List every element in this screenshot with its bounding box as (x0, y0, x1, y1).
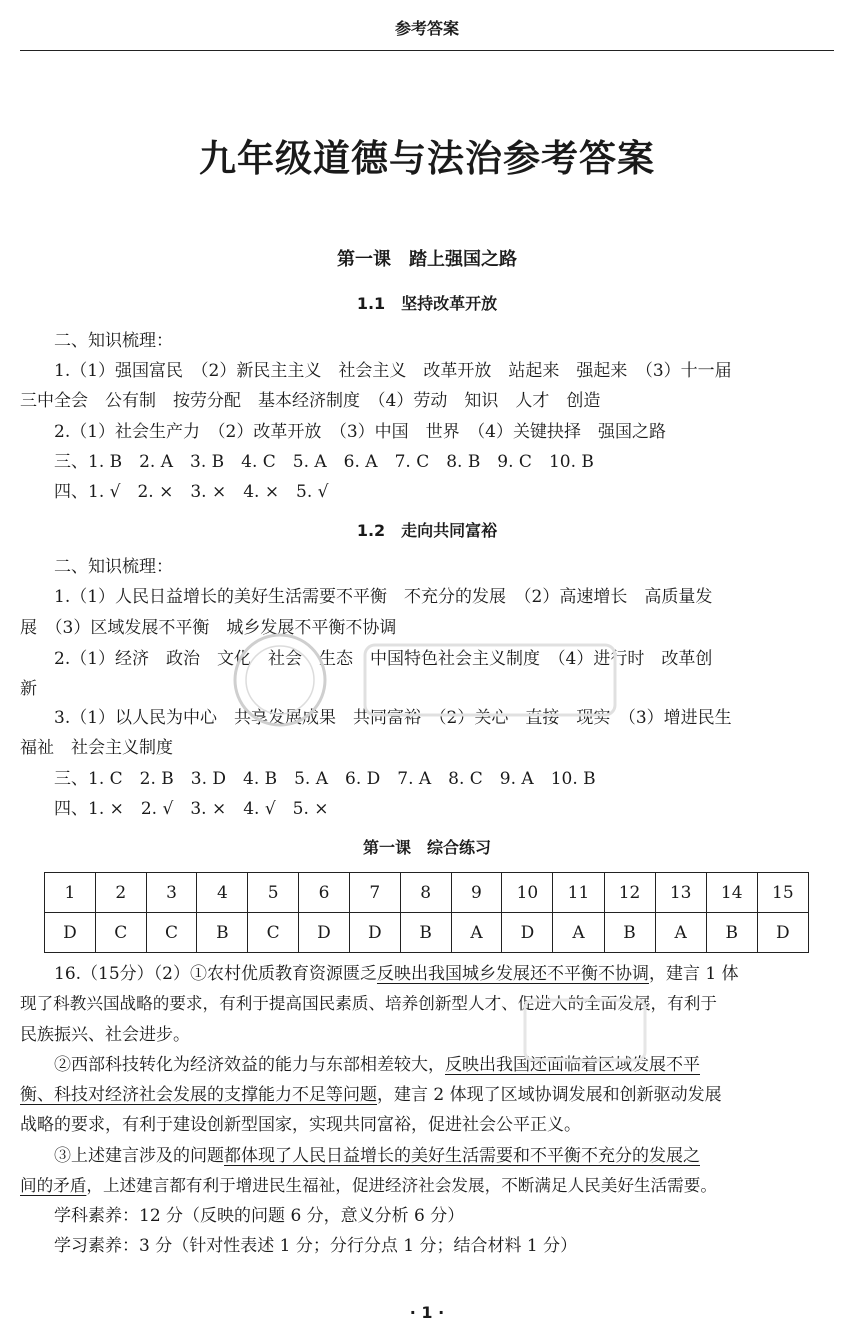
s12-judge-answers: 四、1. × 2. √ 3. × 4. √ 5. × (54, 799, 329, 819)
page-header: 参考答案 (20, 14, 834, 51)
table-cell: B (706, 913, 757, 953)
table-cell: C (248, 913, 299, 953)
table-cell: 3 (146, 873, 197, 913)
q16-score-subject: 学科素养：12 分（反映的问题 6 分，意义分析 6 分） (54, 1206, 465, 1226)
q16-score-learning: 学习素养：3 分（针对性表述 1 分；分行分点 1 分；结合材料 1 分） (54, 1236, 578, 1256)
table-cell: D (45, 913, 96, 953)
table-cell: D (757, 913, 808, 953)
q16-text: ，建言 2 体现了区域协调发展和创新驱动发展 (377, 1085, 722, 1105)
section-1-2-title: 1.2 走向共同富裕 (356, 521, 498, 540)
s12-heading: 二、知识梳理： (54, 557, 173, 577)
q16-line-6: 战略的要求，有利于建设创新型国家，实现共同富裕，促进社会公平正义。 (20, 1115, 581, 1135)
s12-line-4: 新 (20, 679, 37, 699)
answer-table-numbers-row (45, 873, 809, 913)
q16-underlined-text: 都体现了人民日益增长的美好生活需要和不平衡不充分的发展之 (224, 1146, 700, 1166)
table-cell: 9 (451, 873, 502, 913)
q16-line-1 (54, 962, 836, 986)
table-cell: A (451, 913, 502, 953)
s11-choice-answers: 三、1. B 2. A 3. B 4. C 5. A 6. A 7. C 8. B 9. C 10. B (54, 452, 594, 472)
table-cell: C (95, 913, 146, 953)
s12-line-2: 展 （3）区域发展不平衡 城乡发展不平衡不协调 (20, 618, 397, 638)
table-cell: B (604, 913, 655, 953)
table-cell: 4 (197, 873, 248, 913)
table-cell: D (299, 913, 350, 953)
q16-line-7 (54, 1144, 854, 1168)
table-cell: 15 (757, 873, 808, 913)
q16-line-4 (54, 1053, 854, 1077)
table-cell: 6 (299, 873, 350, 913)
table-cell: 10 (502, 873, 553, 913)
table-cell: 2 (95, 873, 146, 913)
table-cell: 11 (553, 873, 604, 913)
practice-title: 第一课 综合练习 (362, 838, 491, 857)
q16-line-3: 民族振兴、社会进步。 (20, 1025, 190, 1045)
q16-underlined-text: 间的矛盾 (20, 1176, 87, 1195)
q16-underlined-text: 衡、科技对经济社会发展的支撑能力不足等问题 (20, 1085, 377, 1105)
answer-table (44, 872, 809, 953)
q16-text: 16.（15分）（2）①农村优质教育资源匮乏 (54, 964, 377, 984)
q16-text: ③上述建言涉及的问题 (54, 1146, 224, 1166)
table-cell: A (655, 913, 706, 953)
s11-line-2: 三中全会 公有制 按劳分配 基本经济制度 （4）劳动 知识 人才 创造 (20, 391, 601, 411)
table-cell: C (146, 913, 197, 953)
page-number: · 1 · (409, 1303, 445, 1322)
s12-line-3: 2.（1）经济 政治 文化 社会 生态 中国特色社会主义制度 （4）进行时 改革创 (54, 649, 713, 669)
table-cell: D (349, 913, 400, 953)
section-1-1-title: 1.1 坚持改革开放 (356, 294, 498, 313)
table-cell: 8 (400, 873, 451, 913)
answer-table-answers-row (45, 913, 809, 953)
s11-line-3: 2.（1）社会生产力 （2）改革开放 （3）中国 世界 （4）关键抉择 强国之路 (54, 422, 666, 442)
s11-judge-answers: 四、1. √ 2. × 3. × 4. × 5. √ (54, 482, 329, 502)
table-cell: D (502, 913, 553, 953)
q16-underlined-text: 反映出我国还面临着区域发展不平 (445, 1055, 700, 1075)
table-cell: 13 (655, 873, 706, 913)
table-cell: B (197, 913, 248, 953)
table-cell: 14 (706, 873, 757, 913)
s12-choice-answers: 三、1. C 2. B 3. D 4. B 5. A 6. D 7. A 8. C 9. A 10. B (54, 769, 596, 789)
s11-line-1: 1.（1）强国富民 （2）新民主主义 社会主义 改革开放 站起来 强起来 （3）十一届 (54, 361, 732, 381)
s12-line-1: 1.（1）人民日益增长的美好生活需要不平衡 不充分的发展 （2）高速增长 高质量发 (54, 587, 713, 607)
page-title: 九年级道德与法治参考答案 (199, 136, 655, 180)
table-cell: B (400, 913, 451, 953)
q16-line-5 (20, 1083, 836, 1107)
table-cell: 7 (349, 873, 400, 913)
q16-line-8 (20, 1174, 836, 1198)
table-cell: A (553, 913, 604, 953)
q16-text: ②西部科技转化为经济效益的能力与东部相差较大， (54, 1055, 445, 1075)
table-cell: 12 (604, 873, 655, 913)
table-cell: 5 (248, 873, 299, 913)
lesson-title: 第一课 踏上强国之路 (337, 249, 517, 270)
s11-heading: 二、知识梳理： (54, 331, 173, 351)
table-cell: 1 (45, 873, 96, 913)
q16-underlined-text: 反映出我国城乡发展还不平衡不协调 (376, 964, 649, 984)
s12-line-5: 3.（1）以人民为中心 共享发展成果 共同富裕 （2）关心 直接 现实 （3）增进民生 (54, 708, 732, 728)
q16-line-2: 现了科教兴国战略的要求，有利于提高国民素质、培养创新型人才、促进人的全面发展，有利于 (20, 994, 717, 1013)
s12-line-6: 福祉 社会主义制度 (20, 738, 173, 758)
q16-text: ，建言 1 体 (648, 964, 739, 984)
q16-text: ，上述建言都有利于增进民生福祉，促进经济社会发展，不断满足人民美好生活需要。 (86, 1176, 717, 1195)
